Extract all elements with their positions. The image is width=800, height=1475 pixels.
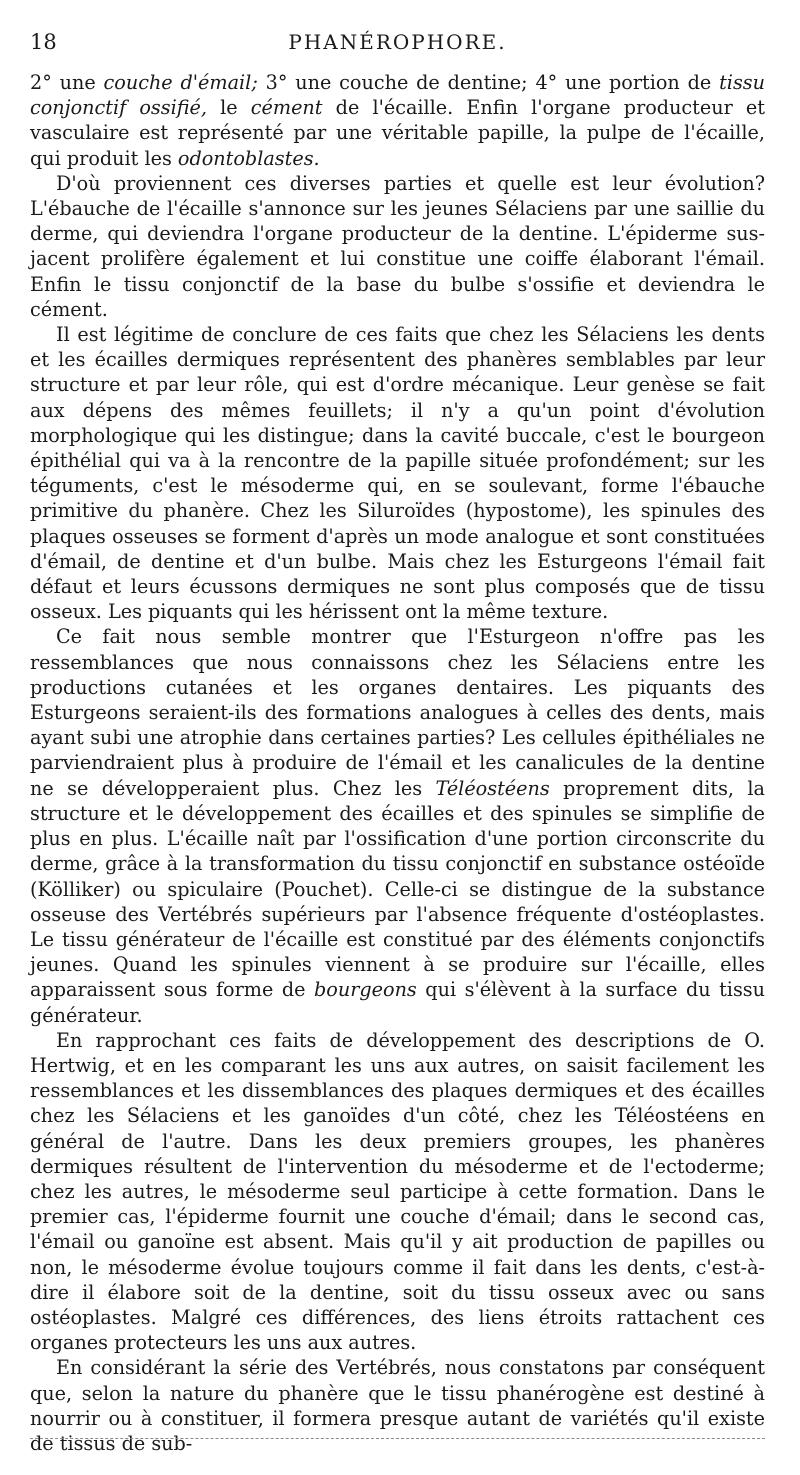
- text-run: 2° une: [30, 71, 104, 94]
- document-page: [30, 30, 765, 1456]
- bottom-rule: [30, 1438, 765, 1439]
- paragraph-4: [30, 624, 765, 1027]
- italic-term: bourgeons: [314, 978, 417, 1002]
- italic-term: odontoblastes.: [177, 146, 320, 170]
- running-title: PHANÉROPHORE.: [288, 30, 507, 54]
- italic-term: tissu conjonctif ossifié,: [30, 71, 765, 120]
- paragraph-5: En rapprochant ces faits de développement des descriptions de O. Hertwig, et en les comparant les uns aux autres, on saisit facilement les ressemblances et les dissemblances des plaques dermiques et des écailles chez les Sélaciens et les ganoïdes d'un côté, chez les Téléostéens en général de l'autre. Dans les deux premiers groupes, les phanères dermiques résultent de l'intervention du mésoderme et de l'ectoderme; chez les autres, le mésoderme seul participe à cette formation. Dans le premier cas, l'épiderme fournit une couche d'émail; dans le second cas, l'émail ou ganoïne est absent. Mais qu'il y ait production de papilles ou non, le mésoderme évolue toujours comme il fait dans les dents, c'est-à-dire il élabore soit de la dentine, soit du tissu osseux avec ou sans ostéoplastes. Malgré ces différences, des liens étroits rattachent ces organes protecteurs les uns aux autres.: [30, 1028, 765, 1355]
- text-run: 3° une couche de dentine; 4° une portion de: [257, 71, 720, 94]
- text-run: qui s'élèvent à la surface du tissu générateur.: [30, 978, 765, 1027]
- paragraph-1: [30, 70, 765, 171]
- text-run: de l'écaille. Enfin l'organe producteur et vasculaire est représenté par une véritable papille, la pulpe de l'écaille, qui produit les: [30, 96, 765, 170]
- italic-term: cément: [250, 96, 323, 120]
- text-run: le: [207, 96, 251, 120]
- paragraph-6: En considérant la série des Vertébrés, nous constatons par conséquent que, selon la nature du phanère que le tissu phanérogène est destiné à nourrir ou à constituer, il formera presque autant de variétés qu'il existe de tissus de sub-: [30, 1356, 765, 1455]
- page-number: 18: [30, 30, 57, 54]
- text-run: Ce fait nous semble montrer que l'Esturgeon n'offre pas les ressemblances que nous connaissons chez les Sélaciens entre les productions cutanées et les organes dentaires. Les piquants des Esturgeons seraient-ils des formations analogues à celles des dents, mais ayant subi une atrophie dans certaines parties? Les cellules épithéliales ne parviendraient plus à produire de l'émail et les canalicules de la dentine ne se développeraient plus. Chez les: [30, 625, 765, 800]
- text-run: proprement dits, la structure et le développement des écailles et des spinules se simplifie de plus en plus. L'écaille naît par l'ossification d'une portion circonscrite du derme, grâce à la transformation du tissu conjonctif en substance ostéoïde (Kölliker) ou spiculaire (Pouchet). Celle-ci se distingue de la substance osseuse des Vertébrés supérieurs par l'absence fréquente d'ostéoplastes. Le tissu générateur de l'écaille est constitué par des éléments conjonctifs jeunes. Quand les spinules viennent à se produire sur l'écaille, elles apparaissent sous forme de: [30, 776, 765, 1002]
- body-text: [30, 70, 765, 1456]
- paragraph-2: D'où proviennent ces diverses parties et quelle est leur évolution? L'ébauche de l'écaille s'annonce sur les jeunes Sélaciens par une saillie du derme, qui deviendra l'organe producteur de la dentine. L'épiderme sus-jacent prolifère également et lui constitue une coiffe élaborant l'émail. Enfin le tissu conjonctif de la base du bulbe s'ossifie et deviendra le cément.: [30, 171, 765, 321]
- italic-term: couche d'émail;: [103, 71, 258, 94]
- italic-term: Téléostéens: [435, 776, 550, 800]
- page-header: [30, 30, 765, 70]
- paragraph-3: Il est légitime de conclure de ces faits que chez les Sélaciens les dents et les écailles dermiques représentent des phanères semblables par leur structure et par leur rôle, qui est d'ordre mécanique. Leur genèse se fait aux dépens des mêmes feuillets; il n'y a qu'un point d'évolution morphologique qui les distingue; dans la cavité buccale, c'est le bourgeon épithélial qui va à la rencontre de la papille située profondément; sur les téguments, c'est le mésoderme qui, en se soulevant, forme l'ébauche primitive du phanère. Chez les Siluroïdes (hypostome), les spinules des plaques osseuses se forment d'après un mode analogue et sont constituées d'émail, de dentine et d'un bulbe. Mais chez les Esturgeons l'émail fait défaut et leurs écussons dermiques ne sont plus composés que de tissu osseux. Les piquants qui les hérissent ont la même texture.: [30, 323, 765, 624]
